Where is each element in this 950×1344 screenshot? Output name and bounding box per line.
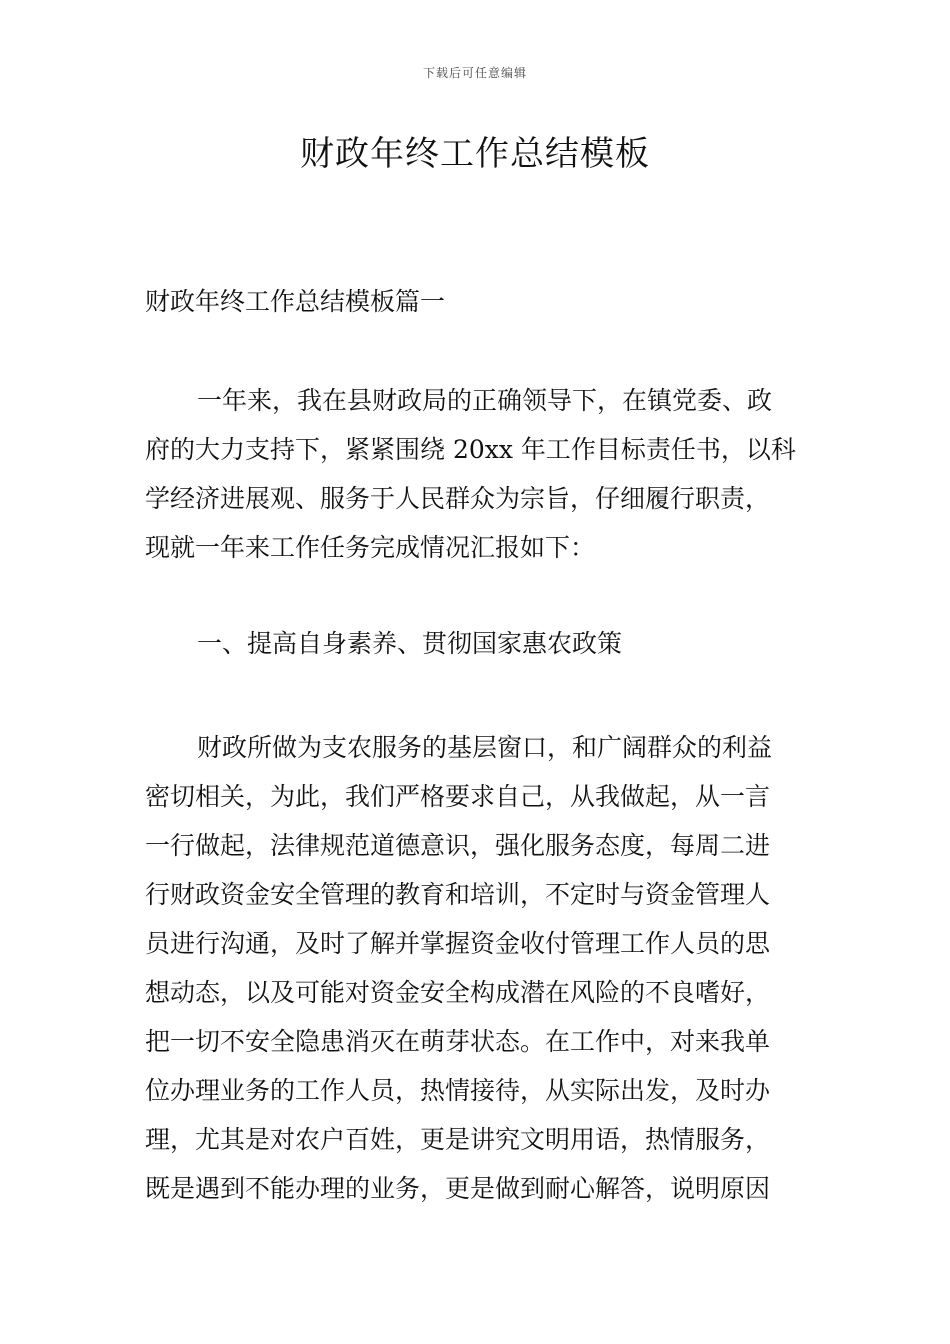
paragraph-line: 一行做起，法律规范道德意识，强化服务态度，每周二进 (145, 831, 771, 860)
paragraph-line: 行财政资金安全管理的教育和培训，不定时与资金管理人 (145, 880, 771, 909)
header-note: 下载后可任意编辑 (422, 66, 527, 80)
paragraph-line: 员进行沟通，及时了解并掌握资金收付管理工作人员的思 (145, 929, 771, 958)
paragraph-line: 学经济进展观、服务于人民群众为宗旨，仔细履行职责， (145, 484, 771, 513)
paragraph-line: 理，尤其是对农户百姓，更是讲究文明用语，热情服务， (145, 1125, 771, 1154)
paragraph-line: 府的大力支持下，紧紧围绕 20xx 年工作目标责任书，以科 (145, 435, 796, 464)
paragraph-line: 密切相关，为此，我们严格要求自己，从我做起，从一言 (145, 782, 771, 811)
paragraph-line: 财政所做为支农服务的基层窗口，和广阔群众的利益 (197, 733, 773, 762)
sub-heading: 一、提高自身素养、贯彻国家惠农政策 (197, 629, 623, 658)
paragraph-line: 现就一年来工作任务完成情况汇报如下： (145, 533, 596, 562)
paragraph-body (145, 723, 807, 1213)
paragraph-line: 把一切不安全隐患消灭在萌芽状态。在工作中，对来我单 (145, 1027, 771, 1056)
section-heading: 财政年终工作总结模板篇一 (145, 287, 446, 316)
paragraph-line: 想动态，以及可能对资金安全构成潜在风险的不良嗜好， (145, 978, 771, 1007)
paragraph-line: 位办理业务的工作人员，热情接待，从实际出发，及时办 (145, 1076, 771, 1105)
paragraph-line: 既是遇到不能办理的业务，更是做到耐心解答，说明原因 (145, 1174, 771, 1203)
paragraph-intro (145, 376, 807, 572)
paragraph-line: 一年来，我在县财政局的正确领导下，在镇党委、政 (197, 386, 773, 415)
document-title: 财政年终工作总结模板 (300, 134, 650, 174)
